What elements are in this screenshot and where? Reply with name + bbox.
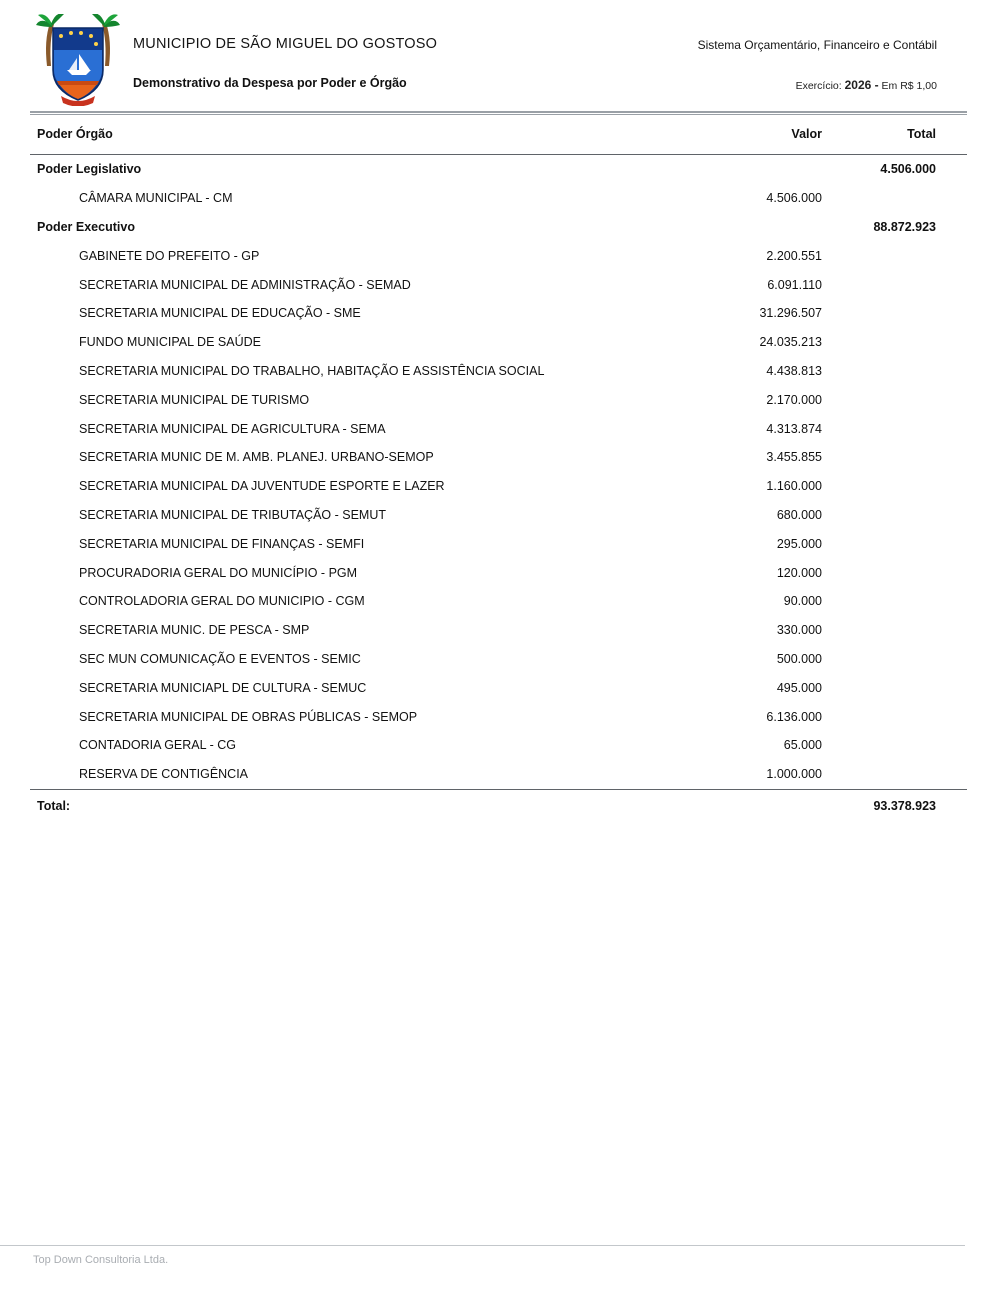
organ-valor: 31.296.507	[759, 306, 822, 321]
power-group-row	[30, 155, 967, 184]
organ-row	[30, 414, 967, 443]
organ-row	[30, 443, 967, 472]
grand-total-label: Total:	[37, 799, 71, 814]
exercise-label: Exercício:	[795, 80, 842, 92]
organ-row	[30, 529, 967, 558]
municipality-name: MUNICIPIO DE SÃO MIGUEL DO GOSTOSO	[133, 36, 438, 52]
organ-label: SEC MUN COMUNICAÇÃO E EVENTOS - SEMIC	[79, 651, 361, 666]
table-header-row	[30, 113, 967, 155]
organ-valor: 120.000	[776, 565, 822, 580]
organ-label: GABINETE DO PREFEITO - GP	[79, 248, 260, 263]
column-header-total: Total	[907, 126, 936, 141]
organ-label: SECRETARIA MUNICIPAL DO TRABALHO, HABITAÇÃO E ASSISTÊNCIA SOCIAL	[79, 363, 545, 378]
organ-valor: 495.000	[776, 680, 822, 695]
currency-note: Em R$ 1,00	[881, 80, 937, 92]
organ-row	[30, 385, 967, 414]
organ-row	[30, 357, 967, 386]
organ-label: SECRETARIA MUNICIPAL DE AGRICULTURA - SEMA	[79, 421, 386, 436]
footer-company: Top Down Consultoria Ltda.	[33, 1254, 169, 1266]
organ-label: RESERVA DE CONTIGÊNCIA	[79, 767, 249, 782]
organ-valor: 4.506.000	[766, 191, 822, 206]
organ-label: PROCURADORIA GERAL DO MUNICÍPIO - PGM	[79, 565, 358, 580]
expense-table	[30, 113, 967, 823]
exercise-info	[796, 78, 937, 92]
organ-row	[30, 270, 967, 299]
organ-label: SECRETARIA MUNICIPAL DE TURISMO	[79, 392, 310, 407]
grand-total-value: 93.378.923	[873, 799, 936, 814]
organ-row	[30, 587, 967, 616]
power-group-row	[30, 213, 967, 242]
header-divider	[30, 111, 967, 115]
report-title: Demonstrativo da Despesa por Poder e Órgão	[133, 76, 407, 90]
organ-row	[30, 184, 967, 213]
organ-label: FUNDO MUNICIPAL DE SAÚDE	[79, 335, 261, 350]
footer-divider	[0, 1245, 965, 1246]
organ-label: SECRETARIA MUNICIPAL DE OBRAS PÚBLICAS - SEMOP	[79, 709, 418, 724]
organ-row	[30, 299, 967, 328]
organ-label: SECRETARIA MUNICIPAL DE FINANÇAS - SEMFI	[79, 536, 365, 551]
organ-row	[30, 328, 967, 357]
organ-row	[30, 241, 967, 270]
organ-valor: 6.091.110	[767, 277, 822, 292]
organ-label: SECRETARIA MUNICIAPL DE CULTURA - SEMUC	[79, 680, 367, 695]
organ-label: SECRETARIA MUNIC DE M. AMB. PLANEJ. URBANO-SEMOP	[79, 450, 434, 465]
organ-valor: 2.170.000	[766, 392, 822, 407]
group-name: Poder Legislativo	[37, 162, 142, 177]
organ-label: CÂMARA MUNICIPAL - CM	[79, 191, 233, 206]
municipality-crest-icon	[35, 14, 121, 106]
organ-row	[30, 760, 967, 789]
organ-valor: 1.000.000	[766, 767, 822, 782]
organ-valor: 4.313.874	[766, 421, 822, 436]
exercise-year: 2026 -	[844, 78, 879, 92]
organ-valor: 24.035.213	[759, 335, 822, 350]
grand-total-row	[30, 789, 967, 823]
organ-valor: 295.000	[776, 536, 822, 551]
column-header-valor: Valor	[791, 126, 822, 141]
organ-row	[30, 616, 967, 645]
organ-label: SECRETARIA MUNICIPAL DE TRIBUTAÇÃO - SEMUT	[79, 507, 386, 522]
organ-label: CONTADORIA GERAL - CG	[79, 738, 236, 753]
organ-valor: 500.000	[776, 651, 822, 666]
system-name: Sistema Orçamentário, Financeiro e Contábil	[697, 38, 937, 52]
organ-valor: 90.000	[783, 594, 822, 609]
organ-label: SECRETARIA MUNICIPAL DE EDUCAÇÃO - SME	[79, 306, 361, 321]
organ-row	[30, 645, 967, 674]
organ-valor: 4.438.813	[766, 363, 822, 378]
organ-valor: 2.200.551	[766, 248, 822, 263]
organ-valor: 1.160.000	[766, 479, 822, 494]
organ-label: CONTROLADORIA GERAL DO MUNICIPIO - CGM	[79, 594, 365, 609]
organ-row	[30, 472, 967, 501]
organ-label: SECRETARIA MUNICIPAL DE ADMINISTRAÇÃO - SEMAD	[79, 277, 411, 292]
group-total: 4.506.000	[880, 162, 936, 177]
organ-row	[30, 501, 967, 530]
organ-row	[30, 558, 967, 587]
organ-valor: 6.136.000	[766, 709, 822, 724]
organ-row	[30, 702, 967, 731]
organ-valor: 330.000	[776, 623, 822, 638]
organ-valor: 680.000	[776, 507, 822, 522]
group-total: 88.872.923	[873, 219, 936, 234]
report-header	[0, 0, 1000, 113]
organ-valor: 65.000	[783, 738, 822, 753]
group-name: Poder Executivo	[37, 219, 135, 234]
organ-row	[30, 673, 967, 702]
table-body	[30, 155, 967, 789]
column-header-poder-orgao: Poder Órgão	[37, 126, 113, 141]
organ-row	[30, 731, 967, 760]
organ-label: SECRETARIA MUNIC. DE PESCA - SMP	[79, 623, 310, 638]
organ-valor: 3.455.855	[766, 450, 822, 465]
organ-label: SECRETARIA MUNICIPAL DA JUVENTUDE ESPORTE E LAZER	[79, 479, 445, 494]
